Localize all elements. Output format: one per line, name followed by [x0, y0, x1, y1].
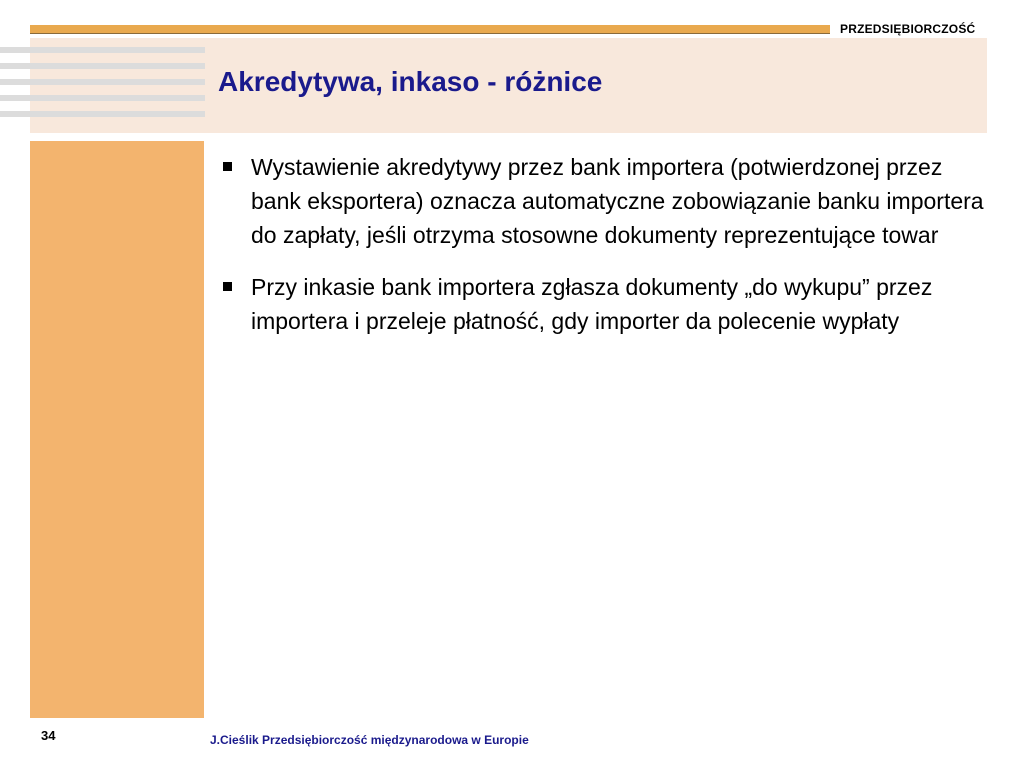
decorative-stripe [0, 95, 205, 101]
bullet-item [220, 150, 990, 252]
decorative-stripe [0, 111, 205, 117]
bullet-list [220, 150, 990, 356]
decorative-stripe [0, 79, 205, 85]
bullet-item [220, 270, 990, 338]
square-bullet-icon [223, 282, 232, 291]
brand-label: PRZEDSIĘBIORCZOŚĆ [840, 22, 976, 36]
footer-text: J.Cieślik Przedsiębiorczość międzynarodowa w Europie [210, 733, 529, 747]
slide-title: Akredytywa, inkaso - różnice [218, 66, 603, 97]
square-bullet-icon [223, 162, 232, 171]
bullet-text: Wystawienie akredytywy przez bank importera (potwierdzonej przez bank eksportera) oznacza automatyczne zobowiązanie banku importera do zapłaty, jeśli otrzyma stosowne dokumenty reprezentujące towar [251, 154, 984, 248]
top-decorative-bar [30, 25, 830, 34]
bullet-text: Przy inkasie bank importera zgłasza dokumenty „do wykupu” przez importera i przeleje płatność, gdy importer da polecenie wypłaty [251, 274, 933, 334]
side-panel [30, 141, 204, 718]
page-number: 34 [41, 728, 56, 743]
decorative-stripe [0, 63, 205, 69]
decorative-stripe [0, 47, 205, 53]
